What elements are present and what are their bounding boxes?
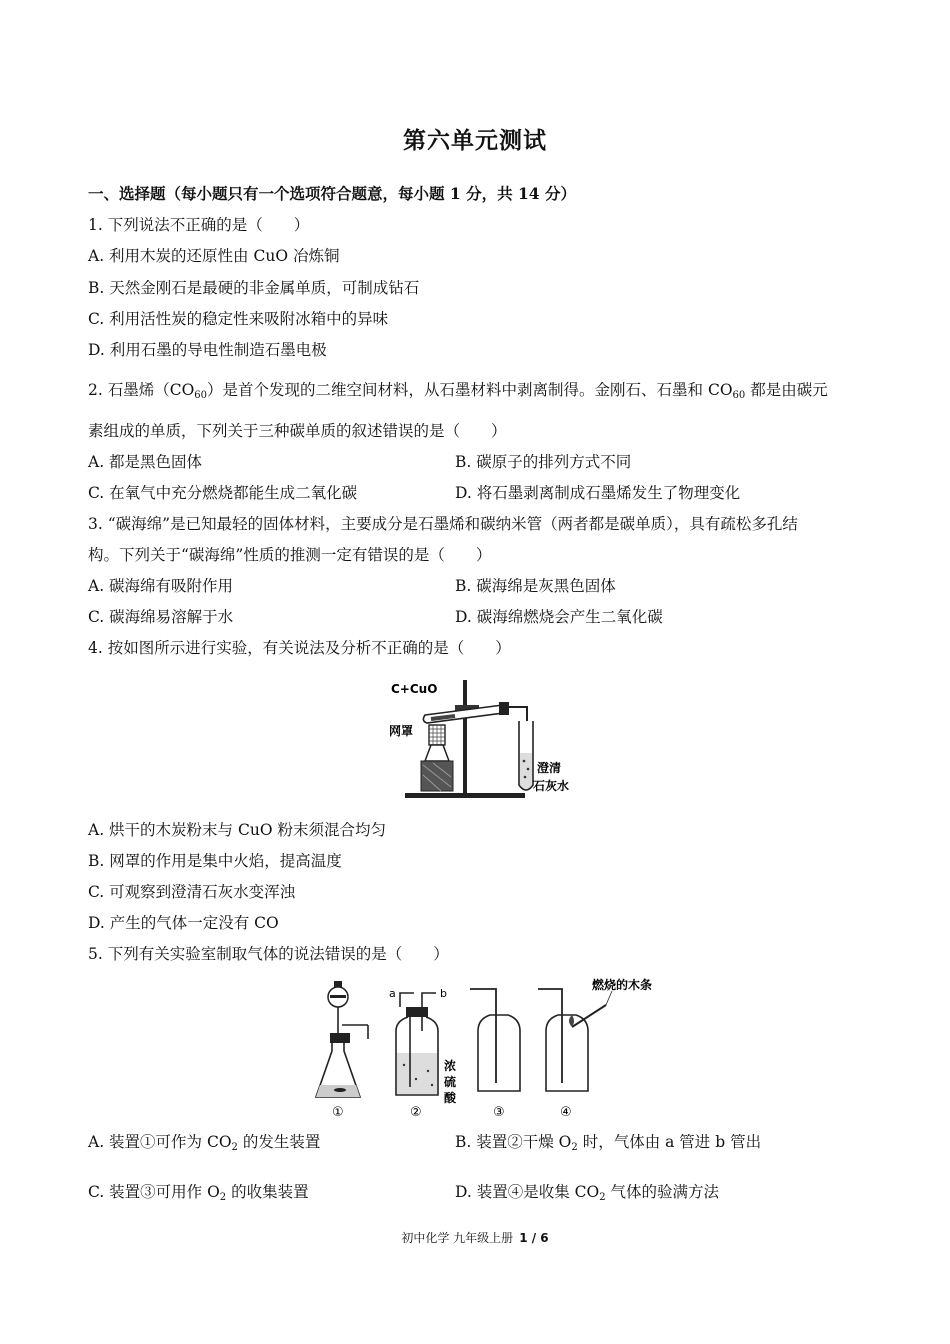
- label-tube-a: a: [389, 987, 396, 1000]
- q4-option-c: C. 可观察到澄清石灰水变浑浊: [88, 883, 296, 901]
- q4-stem: 4. 按如图所示进行实验，有关说法及分析不正确的是（ ）: [88, 639, 511, 657]
- limewater-test-tube: [519, 721, 533, 790]
- q2-subscript-60: 60: [194, 390, 208, 401]
- q2-option-a: A. 都是黑色固体: [88, 453, 203, 471]
- q5-a-sub: 2: [231, 1142, 238, 1153]
- q4-option-d: D. 产生的气体一定没有 CO: [88, 914, 279, 932]
- q3-stem-line2: 构。下列关于“碳海绵”性质的推测一定有错误的是（ ）: [88, 546, 492, 564]
- label-num-3: ③: [493, 1105, 505, 1120]
- apparatus-3-gas-jar: [470, 989, 520, 1091]
- q5-c-sub: 2: [219, 1192, 227, 1203]
- label-num-1: ①: [332, 1105, 344, 1120]
- q5-c-part1: C. 装置③可用作 O: [88, 1183, 220, 1201]
- q5-option-b: [455, 1130, 761, 1152]
- q5-apparatus-figure: [310, 975, 670, 1120]
- q2-stem-part2: ）是首个发现的二维空间材料，从石墨材料中剥离制得。金刚石、石墨和 CO: [207, 381, 733, 399]
- q5-option-c: [88, 1180, 309, 1202]
- q5-a-part1: A. 装置①可作为 CO: [88, 1133, 232, 1151]
- q4-option-b: B. 网罩的作用是集中火焰，提高温度: [88, 852, 342, 870]
- q5-b-part2: 时，气体由 a 管进 b 管出: [577, 1133, 762, 1151]
- label-acid-2: 硫: [444, 1075, 457, 1089]
- label-num-4: ④: [560, 1105, 572, 1120]
- q2-stem-line2: 素组成的单质，下列关于三种碳单质的叙述错误的是（ ）: [88, 422, 507, 440]
- apparatus-4-gas-jar-splint: [538, 989, 612, 1091]
- q5-option-a: [88, 1130, 320, 1152]
- label-gauze: 网罩: [389, 724, 414, 738]
- q2-stem-part3: 都是由碳元: [745, 381, 828, 399]
- label-num-2: ②: [410, 1105, 422, 1120]
- q3-stem-line1: 3. “碳海绵”是已知最轻的固体材料，主要成分是石墨烯和碳纳米管（两者都是碳单质），具有疏松多孔结: [88, 515, 798, 533]
- q4-apparatus-figure: [385, 675, 570, 805]
- q2-option-c: C. 在氧气中充分燃烧都能生成二氧化碳: [88, 484, 358, 502]
- q2-subscript-60b: 60: [732, 390, 746, 401]
- q1-option-a: A. 利用木炭的还原性由 CuO 冶炼铜: [88, 247, 340, 265]
- q5-b-sub: 2: [571, 1142, 578, 1153]
- q5-c-part2: 的收集装置: [226, 1183, 309, 1201]
- q1-option-d: D. 利用石墨的导电性制造石墨电极: [88, 341, 327, 359]
- apparatus-1-flask: [316, 981, 368, 1097]
- label-acid-3: 酸: [444, 1091, 457, 1105]
- page-footer: [0, 1229, 950, 1246]
- q2-stem-line1: [88, 378, 828, 400]
- q1-stem: 1. 下列说法不正确的是（ ）: [88, 216, 310, 234]
- section-heading: 一、选择题（每小题只有一个选项符合题意，每小题 1 分，共 14 分）: [88, 184, 576, 203]
- apparatus-2-wash-bottle: [396, 993, 438, 1095]
- q5-d-part1: D. 装置④是收集 CO: [455, 1183, 600, 1201]
- q3-option-a: A. 碳海绵有吸附作用: [88, 577, 234, 595]
- page-title: 第六单元测试: [403, 127, 547, 154]
- label-limewater-1: 澄清: [537, 761, 562, 775]
- q5-b-part1: B. 装置②干燥 O: [455, 1133, 572, 1151]
- q5-d-sub: 2: [599, 1192, 606, 1203]
- q2-stem-part1: 2. 石墨烯（CO: [88, 381, 195, 399]
- q3-option-b: B. 碳海绵是灰黑色固体: [455, 577, 616, 595]
- stand-rod: [463, 680, 467, 794]
- q5-d-part2: 气体的验满方法: [605, 1183, 720, 1201]
- q1-option-c: C. 利用活性炭的稳定性来吸附冰箱中的异味: [88, 310, 389, 328]
- label-acid-1: 浓: [444, 1059, 457, 1073]
- label-tube-b: b: [440, 987, 447, 1000]
- label-reactants: C+CuO: [391, 682, 438, 696]
- label-burning-splint: 燃烧的木条: [592, 978, 653, 992]
- q5-a-part2: 的发生装置: [237, 1133, 321, 1151]
- q5-stem: 5. 下列有关实验室制取气体的说法错误的是（ ）: [88, 945, 449, 963]
- q3-option-c: C. 碳海绵易溶解于水: [88, 608, 234, 626]
- q1-option-b: B. 天然金刚石是最硬的非金属单质，可制成钻石: [88, 279, 420, 297]
- gauze-lamp: [421, 725, 453, 791]
- footer-text: 初中化学 九年级上册: [401, 1231, 514, 1245]
- q5-option-d: [455, 1180, 719, 1202]
- page-number: 1 / 6: [519, 1231, 549, 1245]
- label-limewater-2: 石灰水: [533, 779, 570, 793]
- q2-option-d: D. 将石墨剥离制成石墨烯发生了物理变化: [455, 484, 741, 502]
- q4-option-a: A. 烘干的木炭粉末与 CuO 粉末须混合均匀: [88, 821, 386, 839]
- q2-option-b: B. 碳原子的排列方式不同: [455, 453, 632, 471]
- q3-option-d: D. 碳海绵燃烧会产生二氧化碳: [455, 608, 663, 626]
